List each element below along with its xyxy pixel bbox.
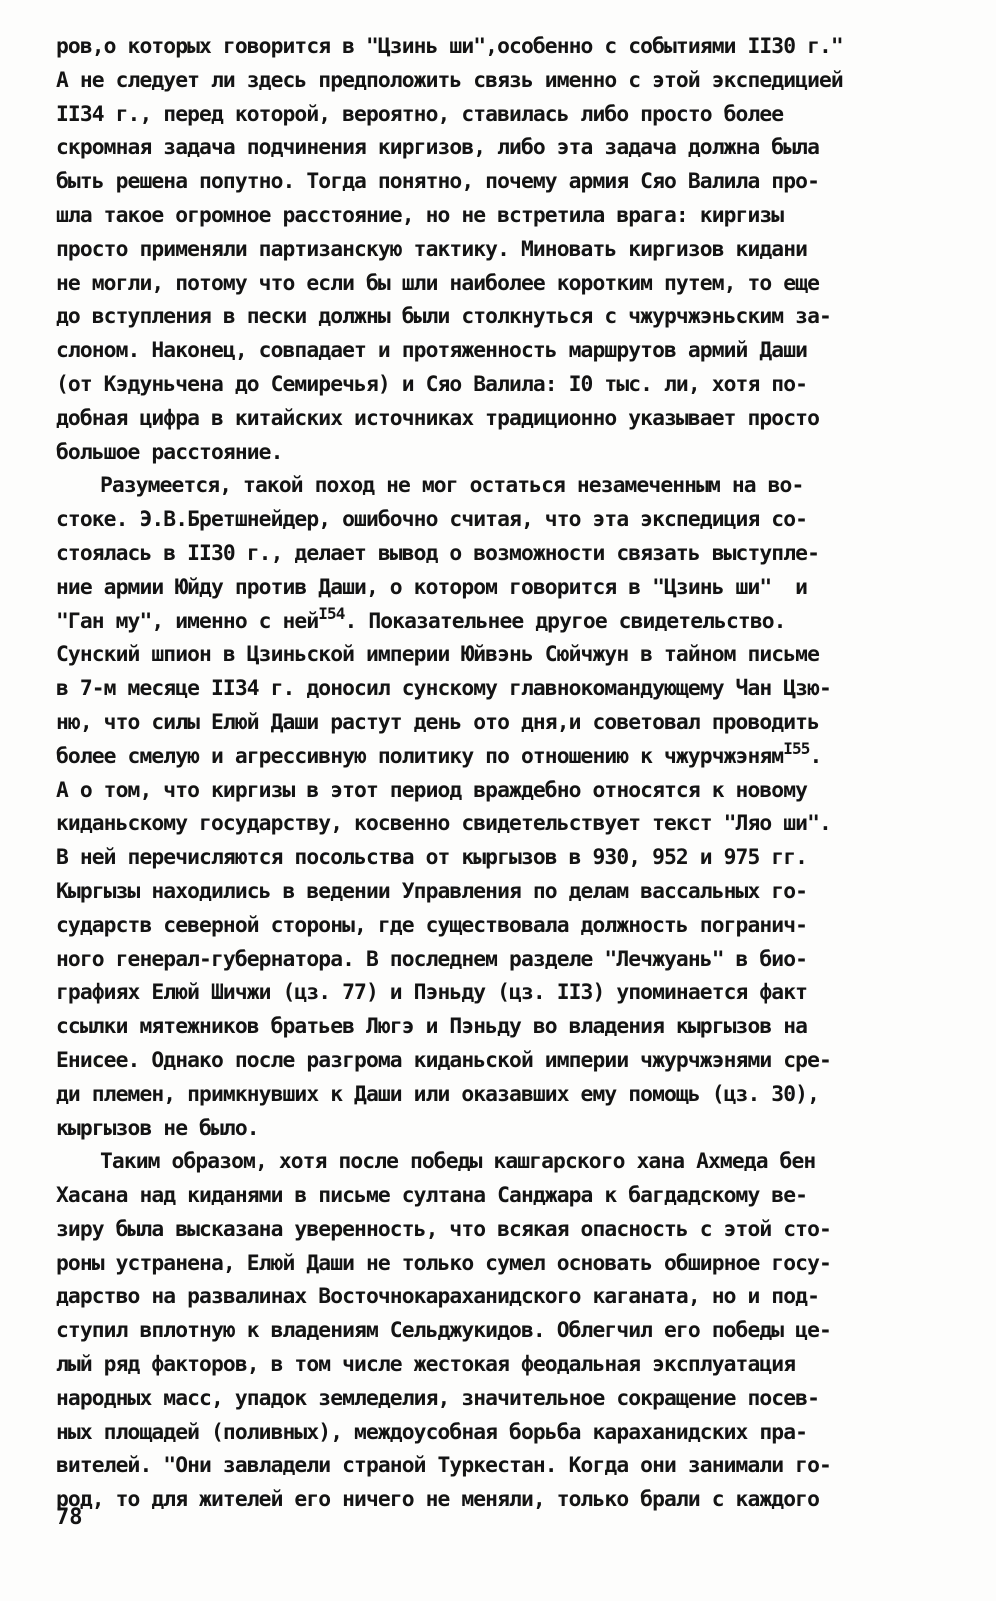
text-line: стоке. Э.В.Бретшнейдер, ошибочно считая, что эта экспедиция со- [56, 507, 808, 533]
text-line: шла такое огромное расстояние, но не встретила врага: киргизы [56, 202, 784, 228]
text-line-with-footnote [56, 605, 936, 639]
text-line: стоялась в II30 г., делает вывод о возможности связать выступле- [56, 540, 819, 566]
text-line: большое расстояние. [56, 439, 283, 465]
paragraph-3 [56, 1145, 936, 1517]
text-line: Сунский шпион в Цзиньской империи Юйвэнь Сюйчжун в тайном письме [56, 642, 819, 668]
text-line: А не следует ли здесь предположить связь именно с этой экспедицией [56, 67, 843, 93]
text-line-with-footnote [56, 740, 936, 774]
text-line: ступил вплотную к владениям Сельджукидов. Облегчил его победы це- [56, 1318, 831, 1344]
text-line: Разумеется, такой поход не мог остаться незамеченным на во- [100, 473, 804, 499]
text-line: А о том, что киргизы в этот период враждебно относятся к новому [56, 777, 808, 803]
text-line: киданьскому государству, косвенно свидетельствует текст "Ляо ши". [56, 811, 831, 837]
text-line: не могли, потому что если бы шли наиболее коротким путем, то еще [56, 270, 819, 296]
text-line: II34 г., перед которой, вероятно, ставилась либо просто более [56, 101, 784, 127]
text-line: Таким образом, хотя после победы кашгарского хана Ахмеда бен [100, 1149, 816, 1175]
paragraph-1 [56, 30, 936, 469]
paragraph-2 [56, 469, 936, 1145]
text-line: лый ряд факторов, в том числе жестокая феодальная эксплуатация [56, 1352, 796, 1378]
text-line: графиях Елюй Шичжи (цз. 77) и Пэньду (цз. II3) упоминается факт [56, 980, 808, 1006]
text-line: в 7-м месяце II34 г. доносил сунскому главнокомандующему Чан Цзю- [56, 676, 831, 702]
text-line: слоном. Наконец, совпадает и протяженность маршрутов армий Даши [56, 338, 808, 364]
line-text-continued: . Показательнее другое свидетельство. [344, 608, 786, 634]
text-line: дарство на развалинах Восточнокараханидского каганата, но и под- [56, 1284, 819, 1310]
text-line: сударств северной стороны, где существовала должность погранич- [56, 912, 808, 938]
text-line: до вступления в пески должны были столкнуться с чжурчжэньским за- [56, 304, 831, 330]
text-line: роны устранена, Елюй Даши не только сумел основать обширное госу- [56, 1250, 831, 1276]
line-text: более смелую и агрессивную политику по отношению к чжурчжэням [56, 743, 784, 769]
line-text-continued: . [809, 743, 822, 769]
text-line: Енисее. Однако после разгрома киданьской империи чжурчжэнями сре- [56, 1047, 831, 1073]
text-line: Кыргызы находились в ведении Управления по делам вассальных го- [56, 878, 808, 904]
text-line: ди племен, примкнувших к Даши или оказавших ему помощь (цз. 30), [56, 1081, 819, 1107]
line-text: "Ган му", именно с ней [56, 608, 319, 634]
text-line: ссылки мятежников братьев Люгэ и Пэньду во владения кыргызов на [56, 1014, 808, 1040]
page-number: 78 [56, 1505, 83, 1530]
text-line: род, то для жителей его ничего не меняли, только брали с каждого [56, 1487, 819, 1513]
text-line: Хасана над киданями в письме султана Санджара к багдадскому ве- [56, 1183, 808, 1209]
footnote-ref-155: I55 [783, 738, 810, 758]
text-line: вителей. "Они завладели страной Туркестан. Когда они занимали го- [56, 1453, 831, 1479]
footnote-ref-154: I54 [318, 603, 345, 623]
text-line: (от Кэдуньчена до Семиречья) и Сяо Валила: I0 тыс. ли, хотя по- [56, 371, 808, 397]
text-line: ние армии Юйду против Даши, о котором говорится в "Цзинь ши" и [56, 574, 808, 600]
text-line: кыргызов не было. [56, 1115, 259, 1141]
text-line: ню, что силы Елюй Даши растут день ото дня,и советовал проводить [56, 709, 819, 735]
text-line: В ней перечисляются посольства от кыргызов в 930, 952 и 975 гг. [56, 845, 808, 871]
text-line: ного генерал-губернатора. В последнем разделе "Лечжуань" в био- [56, 946, 808, 972]
main-text [56, 30, 936, 1517]
text-line: зиру была высказана уверенность, что всякая опасность с этой сто- [56, 1216, 831, 1242]
text-line: просто применяли партизанскую тактику. Миновать киргизов кидани [56, 236, 808, 262]
text-line: ных площадей (поливных), междоусобная борьба караханидских пра- [56, 1419, 808, 1445]
text-line: ров,о которых говорится в "Цзинь ши",особенно с событиями II30 г." [56, 34, 843, 59]
text-line: быть решена попутно. Тогда понятно, почему армия Сяо Валила про- [56, 169, 819, 195]
text-line: добная цифра в китайских источниках традиционно указывает просто [56, 405, 819, 431]
text-line: народных масс, упадок земледелия, значительное сокращение посев- [56, 1385, 819, 1411]
text-line: скромная задача подчинения киргизов, либо эта задача должна была [56, 135, 819, 161]
